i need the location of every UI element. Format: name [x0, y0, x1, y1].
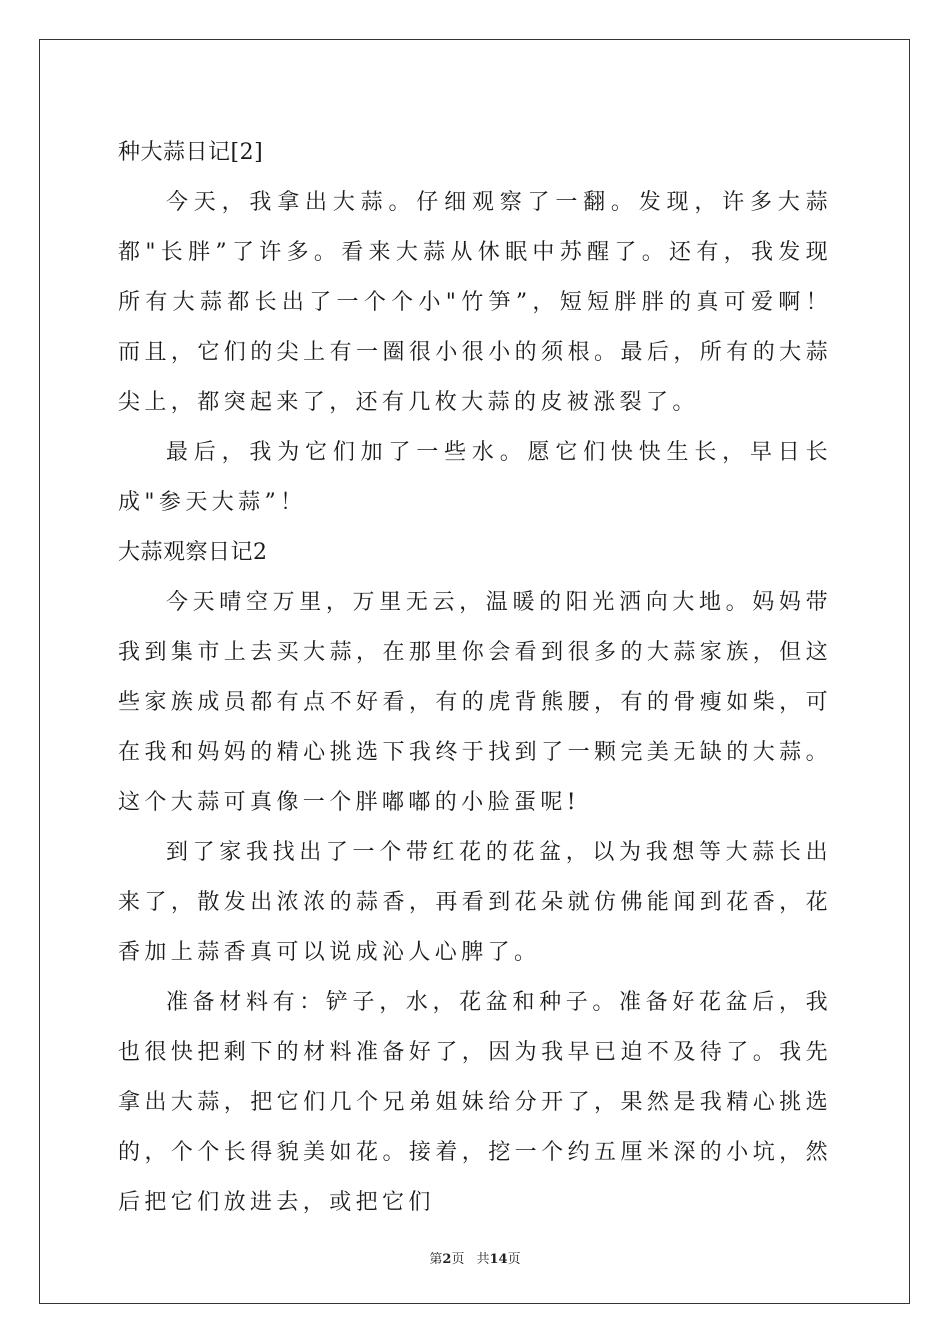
section-title: 种大蒜日记[2]	[118, 140, 264, 165]
total-suffix: 页	[507, 1252, 521, 1267]
paragraph: 最后，我为它们加了一些水。愿它们快快生长，早日长成"参天大蒜”！	[118, 440, 832, 515]
document-body	[118, 128, 832, 1228]
page-number: 2	[442, 1252, 452, 1267]
page-suffix: 页	[451, 1252, 465, 1267]
section-1	[118, 128, 832, 528]
page-prefix: 第	[429, 1252, 443, 1267]
paragraph: 到了家我找出了一个带红花的花盆，以为我想等大蒜长出来了，散发出浓浓的蒜香，再看到花朵就仿佛能闻到花香，花香加上蒜香真可以说成沁人心脾了。	[118, 840, 832, 965]
paragraph: 准备材料有：铲子，水，花盆和种子。准备好花盆后，我也很快把剩下的材料准备好了，因为我早已迫不及待了。我先拿出大蒜，把它们几个兄弟姐妹给分开了，果然是我精心挑选的，个个长得貌美如花。接着，挖一个约五厘米深的小坑，然后把它们放进去，或把它们	[118, 990, 832, 1215]
page-footer	[0, 1248, 950, 1267]
paragraph: 今天，我拿出大蒜。仔细观察了一翻。发现，许多大蒜都"长胖”了许多。看来大蒜从休眠中苏醒了。还有，我发现所有大蒜都长出了一个个小"竹笋”，短短胖胖的真可爱啊！而且，它们的尖上有一圈很小很小的须根。最后，所有的大蒜尖上，都突起来了，还有几枚大蒜的皮被涨裂了。	[118, 190, 832, 415]
paragraph: 今天晴空万里，万里无云，温暖的阳光洒向大地。妈妈带我到集市上去买大蒜，在那里你会看到很多的大蒜家族，但这些家族成员都有点不好看，有的虎背熊腰，有的骨瘦如柴，可在我和妈妈的精心挑选下我终于找到了一颗完美无缺的大蒜。这个大蒜可真像一个胖嘟嘟的小脸蛋呢!	[118, 590, 832, 815]
total-pages: 14	[489, 1252, 508, 1267]
total-prefix: 共	[476, 1252, 490, 1267]
section-title: 大蒜观察日记2	[118, 540, 268, 565]
section-2	[118, 528, 832, 1228]
